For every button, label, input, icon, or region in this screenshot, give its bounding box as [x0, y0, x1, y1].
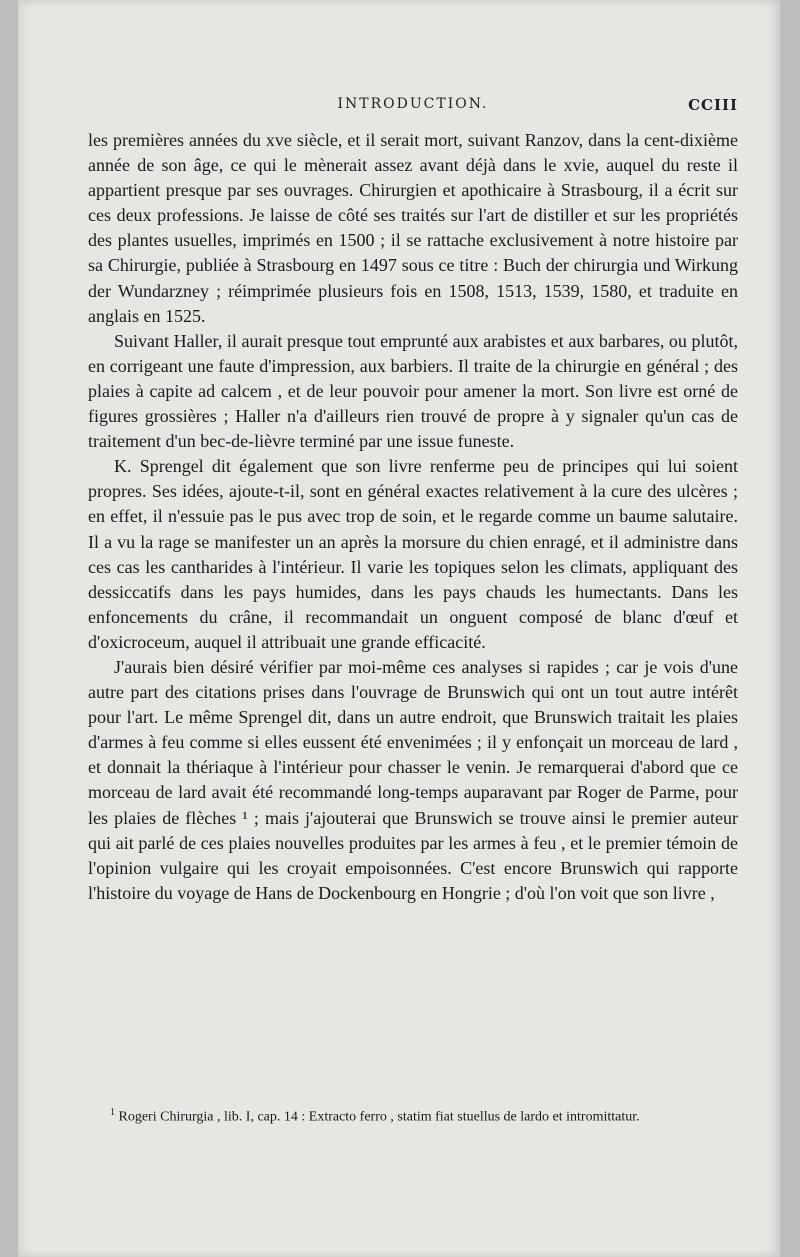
page-number: CCIII	[688, 96, 738, 114]
footnote-text: Rogeri Chirurgia , lib. I, cap. 14 : Extracto ferro , statim fiat stuellus de lardo et intromittatur.	[118, 1109, 640, 1125]
footnote-marker: 1	[110, 1107, 115, 1118]
body-text	[88, 128, 738, 906]
paragraph-3: K. Sprengel dit également que son livre renferme peu de principes qui lui soient propres. Ses idées, ajoute-t-il, sont en général exactes relativement à la cure des ulcères ; en effet, il n'essuie pas le pus avec trop de soin, et le regarde comme un baume salutaire. Il a vu la rage se manifester un an après la morsure du chien enragé, et il administre dans ces cas les cantharides à l'intérieur. Il varie les topiques selon les climats, appliquant des dessiccatifs dans les pays humides, dans les pays chauds les humectants. Dans les enfoncements du crâne, il recommandait un onguent composé de blanc d'œuf et d'oxicroceum, auquel il attribuait une grande efficacité.	[88, 456, 738, 652]
running-title: INTRODUCTION.	[337, 96, 489, 112]
footnotes	[88, 1103, 738, 1128]
paragraph-4: J'aurais bien désiré vérifier par moi-même ces analyses si rapides ; car je vois d'une autre part des citations prises dans l'ouvrage de Brunswich qui ont un tout autre intérêt pour l'art. Le même Sprengel dit, dans un autre endroit, que Brunswich traitait les plaies d'armes à feu comme si elles eussent été envenimées ; il y enfonçait un morceau de lard , et donnait la thériaque à l'intérieur pour chasser le venin. Je remarquerai d'abord que ce morceau de lard avait été recommandé long-temps auparavant par Roger de Parme, pour les plaies de flèches ¹ ; mais j'ajouterai que Brunswich se trouve ainsi le premier auteur qui ait parlé de ces plaies nouvelles produites par les armes à feu , et le premier témoin de l'opinion vulgaire qui les croyait empoisonnées. C'est encore Brunswich qui rapporte l'histoire du voyage de Hans de Dockenbourg en Hongrie ; d'où l'on voit que son livre ,	[88, 656, 738, 903]
book-page	[18, 0, 780, 1257]
page-header	[88, 96, 738, 118]
paragraph-1: les premières années du xve siècle, et il serait mort, suivant Ranzov, dans la cent-dixième année de son âge, ce qui le mènerait assez avant déjà dans le xvie, auquel du reste il appartient presque par ses ouvrages. Chirurgien et apothicaire à Strasbourg, il a écrit sur ces deux professions. Je laisse de côté ses traités sur l'art de distiller et sur les propriétés des plantes usuelles, imprimés en 1500 ; il se rattache exclusivement à notre histoire par sa Chirurgie, publiée à Strasbourg en 1497 sous ce titre : Buch der chirurgia und Wirkung der Wundarzney ; réimprimée plusieurs fois en 1508, 1513, 1539, 1580, et traduite en anglais en 1525.	[88, 130, 738, 326]
paragraph-2: Suivant Haller, il aurait presque tout emprunté aux arabistes et aux barbares, ou plutôt, en corrigeant une faute d'impression, aux barbiers. Il traite de la chirurgie en général ; des plaies à capite ad calcem , et de leur pouvoir pour amener la mort. Son livre est orné de figures grossières ; Haller n'a d'ailleurs rien trouvé de propre à y signaler qu'un cas de traitement d'un bec-de-lièvre terminé par une issue funeste.	[88, 330, 738, 452]
